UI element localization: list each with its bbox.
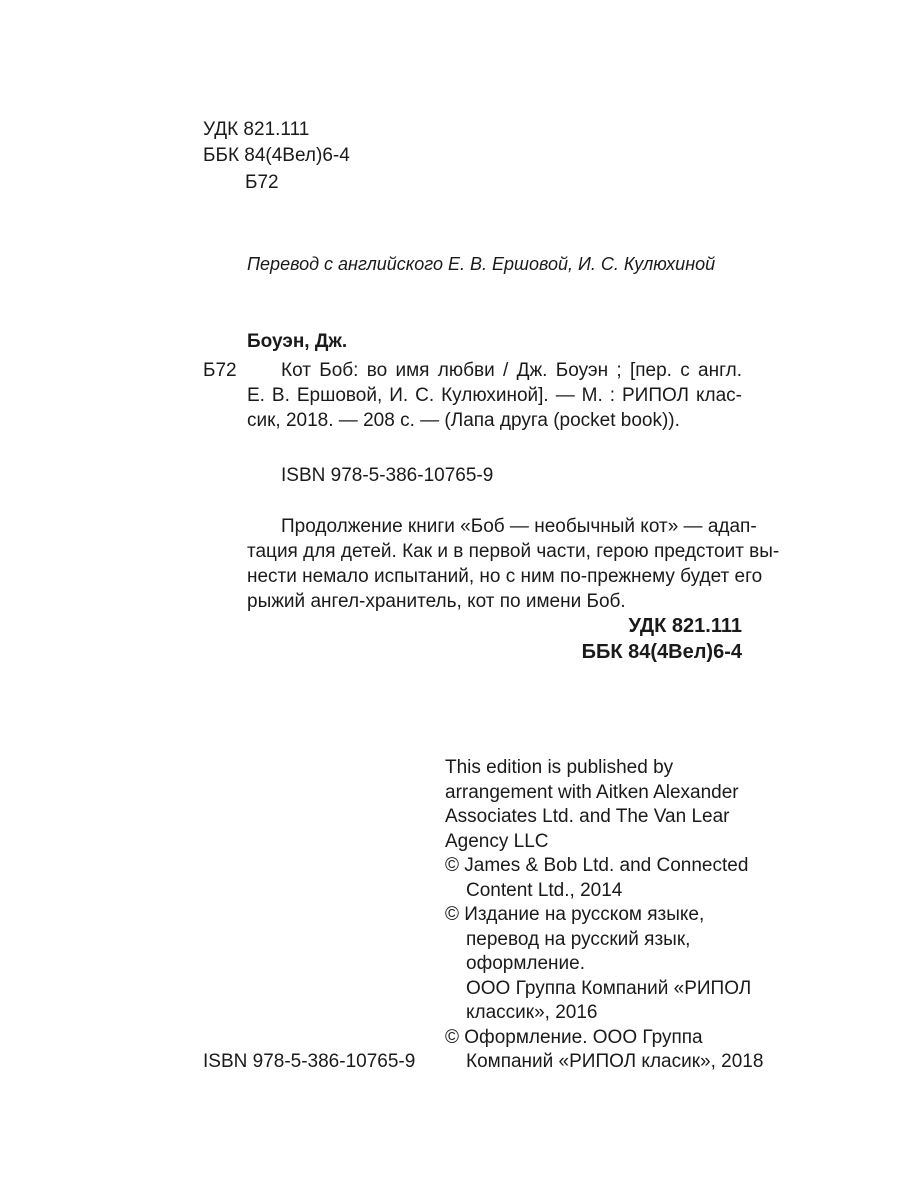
copyright-notice-line: Content Ltd., 2014 [466, 880, 623, 901]
annotation-line: Продолжение книги «Боб — необычный кот» — адап- [281, 516, 757, 537]
copyright-notice-line: © James & Bob Ltd. and Connected [445, 855, 749, 876]
bibliographic-entry-line: сик, 2018. — 208 с. — (Лапа друга (pocket book)). [247, 410, 680, 431]
publication-notice-line: This edition is published by [445, 757, 674, 778]
entry-author-mark: Б72 [203, 360, 237, 381]
copyright-notice-line: © Издание на русском языке, [445, 904, 705, 925]
copyright-notice-line: оформление. [466, 953, 586, 974]
annotation-line: тация для детей. Как и в первой части, герою предстоит вы- [247, 541, 780, 562]
isbn: ISBN 978-5-386-10765-9 [281, 465, 494, 486]
bbk-code-bold: ББК 84(4Вел)6-4 [581, 641, 742, 663]
translator-note: Перевод с английского Е. В. Ершовой, И. С. Кулюхиной [247, 254, 716, 274]
copyright-notice-line: ООО Группа Компаний «РИПОЛ [466, 978, 752, 999]
bibliographic-entry-line: Е. В. Ершовой, И. С. Кулюхиной]. — М. : РИПОЛ клас- [247, 385, 742, 406]
bbk-code: ББК 84(4Вел)6-4 [203, 145, 350, 166]
copyright-notice-line: классик», 2016 [466, 1002, 598, 1023]
copyright-notice-line: Компаний «РИПОЛ класик», 2018 [466, 1051, 764, 1072]
publication-notice-line: arrangement with Aitken Alexander [445, 782, 739, 803]
bibliographic-entry-line: Кот Боб: во имя любви / Дж. Боуэн ; [пер. с англ. [281, 360, 742, 381]
udk-code: УДК 821.111 [203, 119, 310, 140]
author-mark: Б72 [245, 172, 279, 193]
publication-notice-line: Associates Ltd. and The Van Lear [445, 806, 730, 827]
annotation-line: нести немало испытаний, но с ним по-прежнему будет его [247, 566, 763, 587]
copyright-notice-line: © Оформление. ООО Группа [445, 1027, 703, 1048]
publication-notice-line: Agency LLC [445, 831, 549, 852]
annotation-line: рыжий ангел-хранитель, кот по имени Боб. [247, 591, 626, 612]
author-heading: Боуэн, Дж. [247, 331, 348, 352]
isbn-bottom: ISBN 978-5-386-10765-9 [203, 1051, 416, 1072]
copyright-notice-line: перевод на русский язык, [466, 929, 691, 950]
udk-code-bold: УДК 821.111 [628, 615, 742, 637]
